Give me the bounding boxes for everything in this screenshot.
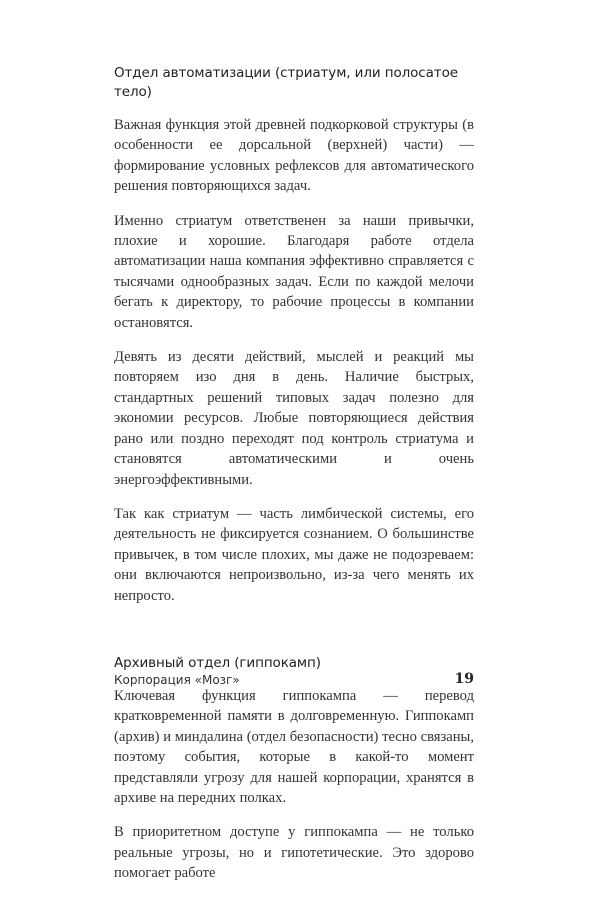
section-heading-hippocampus: Архивный отдел (гиппокамп) bbox=[114, 654, 321, 671]
paragraph: Важная функция этой древней подкорковой структуры (в особенности ее дорсальной (верхней) части) — формирование условных рефлексов для автоматического решения повторяющихся задач. bbox=[114, 117, 474, 195]
paragraph: Девять из десяти действий, мыслей и реакций мы повторяем изо дня в день. Наличие быстрых, стандартных решений типовых задач полезно для экономии ресурсов. Любые повторяющиеся действия рано или поздно переходят под контроль стриатума и становятся автоматическими и очень энергоэффективными. bbox=[114, 349, 474, 488]
page-number: 19 bbox=[454, 671, 474, 687]
paragraph: Ключевая функция гиппокампа — перевод кратковременной памяти в долговременную. Гиппокамп (архив) и миндалина (отдел безопасности) тесно связаны, поэтому события, которые в какой-то момент представляли угрозу для нашей корпорации, хранятся в архиве на передних полках. bbox=[114, 687, 474, 806]
paragraph: Именно стриатум ответственен за наши привычки, плохие и хорошие. Благодаря работе отдела автоматизации наша компания эффективно справляется с тысячами однообразных задач. Если по каждой мелочи бегать к директору, то рабочие процессы в компании остановятся. bbox=[114, 212, 474, 331]
running-footer-book-title: Корпорация «Мозг» bbox=[114, 673, 240, 687]
paragraph: В приоритетном доступе у гиппокампа — не только реальные угрозы, но и гипотетические. Это здорово помогает работе bbox=[114, 824, 474, 882]
paragraph: Так как стриатум — часть лимбической системы, его деятельность не фиксируется сознанием. О большинстве привычек, в том числе плохих, мы даже не подозреваем: они включаются непроизвольно, из-за чего менять их непросто. bbox=[114, 505, 474, 604]
page-content bbox=[114, 64, 474, 898]
page-footer bbox=[114, 671, 474, 691]
section-heading-striatum: Отдел автоматизации (стриатум, или полосатое тело) bbox=[114, 65, 458, 100]
